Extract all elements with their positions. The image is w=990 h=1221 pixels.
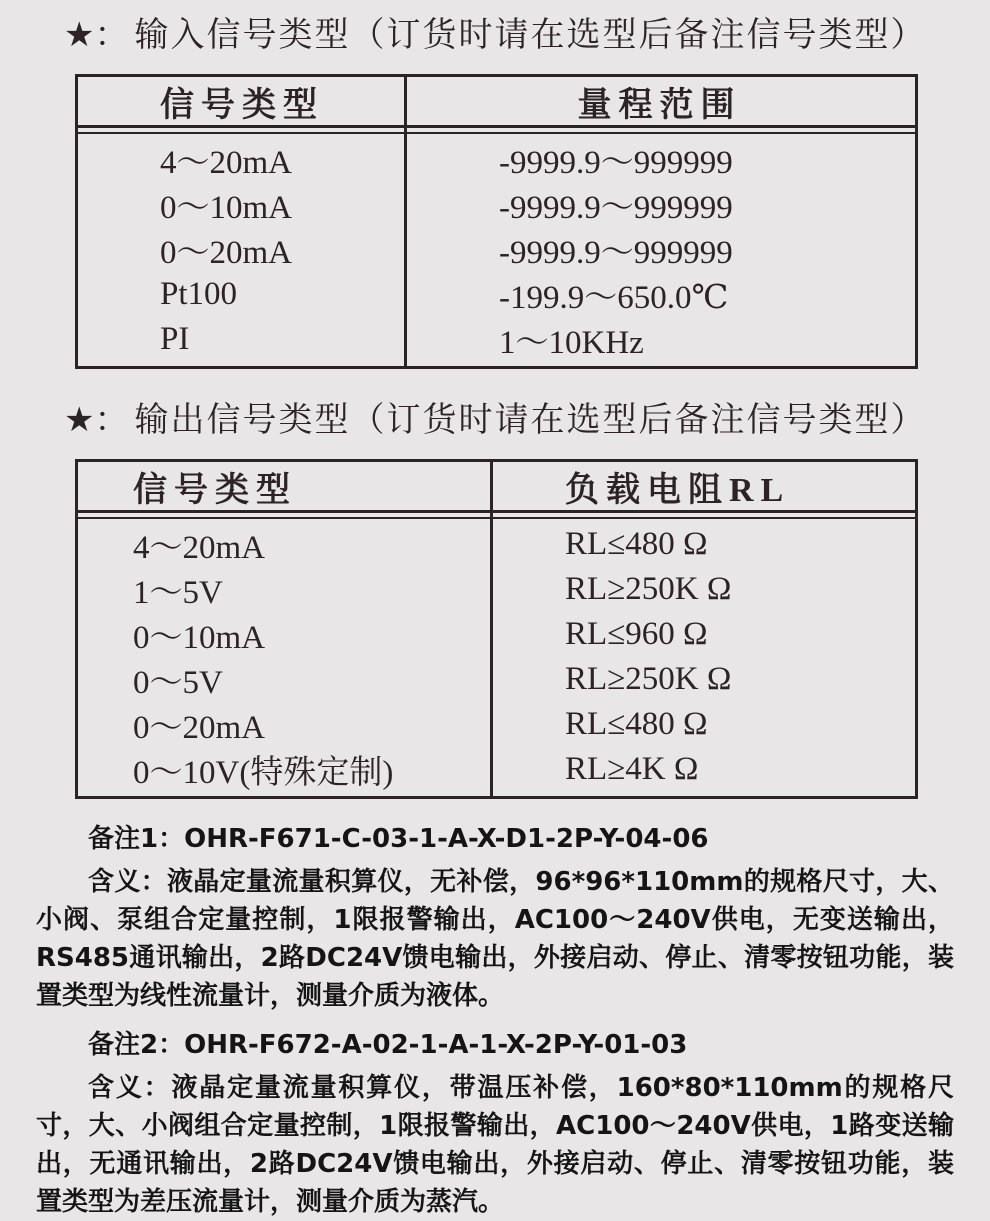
table-header-row <box>78 77 915 128</box>
table-column-divider <box>404 77 407 366</box>
section-title-text: 输入信号类型（订货时请在选型后备注信号类型） <box>134 17 927 54</box>
load-resistance-cell: RL≥4K Ω <box>565 751 699 787</box>
signal-type-cell: 0～20mA <box>133 710 265 746</box>
range-cell: -9999.9～999999 <box>499 190 733 226</box>
load-resistance-cell: RL≤480 Ω <box>565 526 708 562</box>
table-row <box>78 227 915 272</box>
column-header-signal-type: 信号类型 <box>160 86 324 124</box>
table-row <box>78 612 915 657</box>
notes-block <box>36 819 954 1221</box>
note1-label: 备注1： <box>88 824 185 854</box>
table-header-row <box>78 462 915 513</box>
note2-model-code: OHR-F672-A-02-1-A-1-X-2P-Y-01-03 <box>184 1030 688 1060</box>
load-resistance-cell: RL≥250K Ω <box>565 571 732 607</box>
table-row <box>78 567 915 612</box>
signal-type-cell: 0～10mA <box>160 190 292 226</box>
column-header-range: 量程范围 <box>577 86 742 124</box>
output-signal-table <box>75 459 918 799</box>
signal-type-cell: 0～20mA <box>160 235 292 271</box>
table-row <box>78 272 915 317</box>
table-row <box>78 702 915 747</box>
table-row <box>78 182 915 227</box>
signal-type-cell: 0～5V <box>133 665 223 701</box>
signal-type-cell: 0～10V(特殊定制) <box>133 755 394 791</box>
load-resistance-cell: RL≤480 Ω <box>565 706 708 742</box>
star-bullet-icon: ★： <box>64 17 129 54</box>
note1-model-line <box>36 819 954 859</box>
signal-type-cell: 4～20mA <box>133 530 265 566</box>
table-row <box>78 137 915 182</box>
table-row <box>78 522 915 567</box>
input-signal-table <box>75 74 918 369</box>
table-column-divider <box>490 462 493 796</box>
table-row <box>78 317 915 362</box>
signal-type-cell: 0～10mA <box>133 620 265 656</box>
signal-type-cell: PI <box>160 321 190 357</box>
star-bullet-icon: ★： <box>64 402 129 439</box>
note1-meaning-paragraph: 含义：液晶定量流量积算仪，无补偿，96*96*110mm的规格尺寸，大、小阀、泵组合定量控制，1限报警输出，AC100～240V供电，无变送输出，RS485通讯输出，2路DC24V馈电输出，外接启动、停止、清零按钮功能，装置类型为线性流量计，测量介质为液体。 <box>36 867 954 1011</box>
output-signal-section-title <box>64 399 990 443</box>
table-body <box>78 519 915 796</box>
signal-type-cell: Pt100 <box>160 276 238 312</box>
range-cell: 1～10KHz <box>499 325 644 361</box>
load-resistance-cell: RL≥250K Ω <box>565 661 732 697</box>
column-header-signal-type: 信号类型 <box>133 471 297 509</box>
input-signal-section-title <box>64 14 990 58</box>
table-row <box>78 657 915 702</box>
range-cell: -199.9～650.0℃ <box>499 280 729 316</box>
note2-meaning-paragraph: 含义：液晶定量流量积算仪，带温压补偿，160*80*110mm的规格尺寸，大、小阀组合定量控制，1限报警输出，AC100～240V供电，1路变送输出，无通讯输出，2路DC24V馈电输出，外接启动、停止、清零按钮功能，装置类型为差压流量计，测量介质为蒸汽。 <box>36 1073 954 1217</box>
range-cell: -9999.9～999999 <box>499 145 733 181</box>
note2-model-line <box>36 1025 954 1065</box>
table-body <box>78 134 915 366</box>
section-title-text: 输出信号类型（订货时请在选型后备注信号类型） <box>134 402 927 439</box>
note2-label: 备注2： <box>88 1030 185 1060</box>
load-resistance-cell: RL≤960 Ω <box>565 616 708 652</box>
signal-type-cell: 4～20mA <box>160 145 292 181</box>
table-row <box>78 747 915 792</box>
column-header-load-resistance: 负载电阻RL <box>565 471 791 509</box>
signal-type-cell: 1～5V <box>133 575 223 611</box>
range-cell: -9999.9～999999 <box>499 235 733 271</box>
note1-model-code: OHR-F671-C-03-1-A-X-D1-2P-Y-04-06 <box>184 824 709 854</box>
